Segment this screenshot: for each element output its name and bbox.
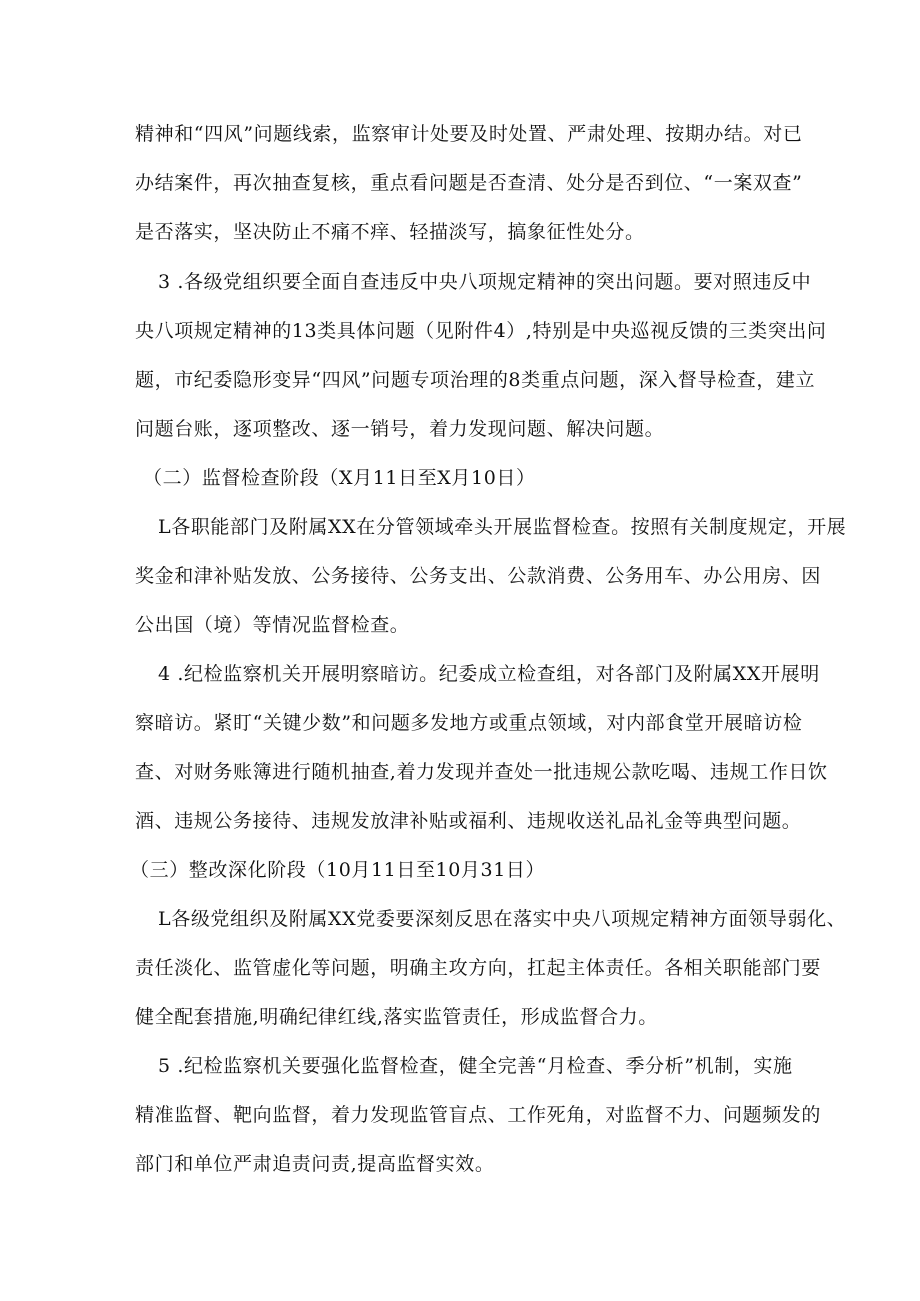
text-line: 精准监督、靶向监督，着力发现监管盲点、工作死角，对监督不力、问题频发的 (135, 1104, 822, 1126)
section-heading: （二）监督检查阶段（X月11日至X月10日） (143, 467, 536, 489)
text-line: 题，市纪委隐形变异“四风”问题专项治理的8类重点问题，深入督导检查，建立 (135, 369, 816, 391)
text-line: 问题台账，逐项整改、逐一销号，着力发现问题、解决问题。 (135, 418, 665, 440)
text-line: 央八项规定精神的13类具体问题（见附件4）,特别是中央巡视反馈的三类突出问 (135, 320, 827, 342)
text-line: 酒、违规公务接待、违规发放津补贴或福利、违规收送礼品礼金等典型问题。 (135, 810, 802, 832)
text-line: 是否落实，坚决防止不痛不痒、轻描淡写，搞象征性处分。 (135, 221, 645, 243)
text-line: 健全配套措施,明确纪律红线,落实监管责任，形成监督合力。 (135, 1006, 658, 1028)
text-line: 办结案件，再次抽查复核，重点看问题是否查清、处分是否到位、“一案双查” (135, 172, 803, 194)
text-line: 精神和“四风”问题线索，监察审计处要及时处置、严肃处理、按期办结。对已 (135, 123, 803, 145)
text-line: 责任淡化、监管虚化等问题，明确主攻方向，扛起主体责任。各相关职能部门要 (135, 957, 822, 979)
text-line: 公出国（境）等情况监督检查。 (135, 614, 410, 636)
text-line: 部门和单位严肃追责问责,提高监督实效。 (135, 1153, 495, 1175)
text-line: 察暗访。紧盯“关键少数”和问题多发地方或重点领域，对内部食堂开展暗访检 (135, 712, 803, 734)
section-heading: （三）整改深化阶段（10月11日至10月31日） (130, 859, 546, 881)
text-line: 奖金和津补贴发放、公务接待、公务支出、公款消费、公务用车、办公用房、因 (135, 565, 822, 587)
text-line: 3 .各级党组织要全面自查违反中央八项规定精神的突出问题。要对照违反中 (158, 271, 812, 293)
text-line: 查、对财务账簿进行随机抽查,着力发现并查处一批违规公款吃喝、违规工作日饮 (135, 761, 828, 783)
text-line: L各职能部门及附属XX在分管领域牵头开展监督检查。按照有关制度规定，开展 (158, 516, 847, 538)
text-line: L各级党组织及附属XX党委要深刻反思在落实中央八项规定精神方面领导弱化、 (158, 908, 847, 930)
text-line: 4 .纪检监察机关开展明察暗访。纪委成立检查组，对各部门及附属XX开展明 (158, 663, 820, 685)
text-line: 5 .纪检监察机关要强化监督检查，健全完善“月检查、季分析”机制，实施 (158, 1055, 793, 1077)
